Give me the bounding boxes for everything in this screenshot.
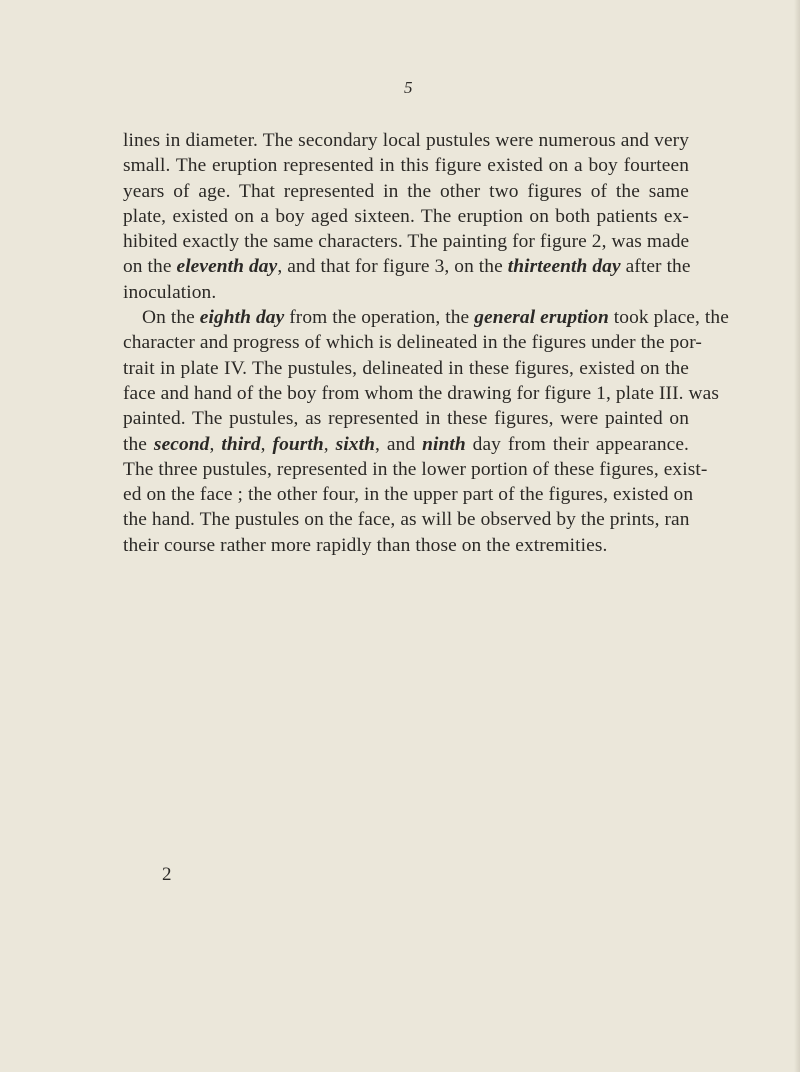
text-line: face and hand of the boy from whom the drawing for figure 1, plate III. was — [123, 382, 720, 404]
text-line: ed on the face ; the other four, in the upper part of the figures, existed on — [123, 484, 694, 506]
text-span: after the — [620, 256, 691, 278]
text-span: On the — [142, 307, 200, 329]
text-span: , — [323, 433, 336, 455]
text-span: , — [260, 433, 273, 455]
text-line: years of age. That represented in the other two figures of the same — [123, 180, 689, 202]
emphasis-second: second — [153, 433, 210, 455]
text-line: The three pustules, represented in the lower portion of these figures, exist- — [123, 458, 708, 480]
text-line: plate, existed on a boy aged sixteen. The eruption on both patients ex- — [123, 205, 689, 227]
emphasis-third: third — [221, 433, 261, 455]
text-line: character and progress of which is delineated in the figures under the por- — [123, 332, 702, 354]
emphasis-ninth: ninth — [422, 433, 466, 455]
text-span: took place, the — [608, 307, 729, 329]
text-line: inoculation. — [123, 281, 217, 303]
page-edge-shadow — [794, 0, 800, 1072]
emphasis-eleventh-day: eleventh day — [176, 256, 278, 278]
emphasis-thirteenth-day: thirteenth day — [507, 256, 621, 278]
text-line: their course rather more rapidly than those on the extremities. — [123, 534, 608, 556]
paragraph-1 — [123, 128, 689, 305]
text-span: day from their appearance. — [465, 433, 689, 455]
text-line: trait in plate IV. The pustules, delineated in these figures, existed on the — [123, 357, 689, 379]
text-span: , — [209, 433, 222, 455]
emphasis-general-eruption: general eruption — [474, 307, 609, 329]
text-line — [123, 432, 689, 457]
text-line — [123, 254, 689, 279]
text-span: the — [123, 433, 154, 455]
emphasis-eighth-day: eighth day — [199, 307, 285, 329]
page-number: 5 — [404, 78, 413, 97]
text-span: , and — [374, 433, 423, 455]
paragraph-2 — [123, 305, 729, 558]
text-span: , and that for figure 3, on the — [277, 256, 508, 278]
text-line: the hand. The pustules on the face, as will be observed by the prints, ran — [123, 509, 690, 531]
text-span: from the operation, the — [284, 307, 475, 329]
text-line: small. The eruption represented in this figure existed on a boy fourteen — [123, 155, 689, 177]
signature-mark: 2 — [162, 864, 172, 885]
body-text — [123, 128, 729, 558]
text-line: lines in diameter. The secondary local pustules were numerous and very — [123, 130, 689, 151]
text-line: painted. The pustules, as represented in these figures, were painted on — [123, 408, 689, 430]
text-line: hibited exactly the same characters. The painting for figure 2, was made — [123, 231, 690, 253]
text-span: on the — [123, 256, 177, 278]
emphasis-sixth: sixth — [335, 433, 375, 455]
text-line — [123, 305, 729, 330]
emphasis-fourth: fourth — [272, 433, 324, 455]
